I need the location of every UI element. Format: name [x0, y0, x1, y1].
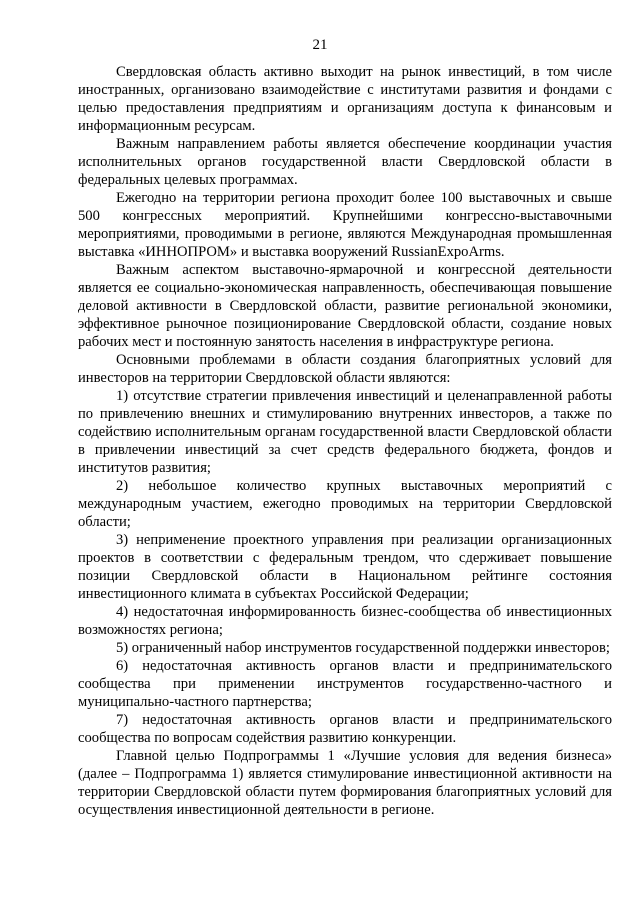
list-item-problem-4: 4) недостаточная информированность бизнес-сообщества об инвестиционных возможностях региона; [78, 604, 612, 638]
paragraph-coordination: Важным направлением работы является обеспечение координации участия исполнительных органов государственной власти Свердловской области в федеральных целевых программах. [78, 136, 612, 188]
list-item-problem-5: 5) ограниченный набор инструментов государственной поддержки инвесторов; [116, 640, 610, 656]
paragraph-exhibitions: Ежегодно на территории региона проходит более 100 выставочных и свыше 500 конгрессных мероприятий. Крупнейшими конгрессно-выставочными мероприятиями, проводимыми в регионе, являются Международная промышленная выставка «ИННОПРОМ» и выставка вооружений RussianExpoArms. [78, 190, 612, 260]
paragraph-subprogram-goal: Главной целью Подпрограммы 1 «Лучшие условия для ведения бизнеса» (далее – Подпрограмма 1) является стимулирование инвестиционной активности на территории Свердловской области путем формирования благоприятных условий для осуществления инвестиционной деятельности в регионе. [78, 748, 612, 818]
page-number: 21 [312, 37, 328, 53]
paragraph-investment-market: Свердловская область активно выходит на рынок инвестиций, в том числе иностранных, организовано взаимодействие с институтами развития и фондами с целью предоставления предприятиям и организациям доступа к финансовым и информационным ресурсам. [78, 64, 612, 134]
document-body [78, 63, 612, 819]
list-item-problem-2: 2) небольшое количество крупных выставочных мероприятий с международным участием, ежегодно проводимых на территории Свердловской области; [78, 478, 612, 530]
paragraph-congress-activity: Важным аспектом выставочно-ярмарочной и конгрессной деятельности является ее социально-экономическая направленность, обеспечивающая повышение деловой активности в Свердловской области, развитие региональной экономики, эффективное рыночное позиционирование Свердловской области, создание новых рабочих мест и постоянную занятость населения в инфраструктуре региона. [78, 262, 612, 350]
list-item-problem-6: 6) недостаточная активность органов власти и предпринимательского сообщества при применении инструментов государственно-частного и муниципально-частного партнерства; [78, 658, 612, 710]
list-item-problem-3: 3) неприменение проектного управления при реализации организационных проектов в соответствии с федеральным трендом, что сдерживает повышение позиции Свердловской области в Национальном рейтинге состояния инвестиционного климата в субъектах Российской Федерации; [78, 532, 612, 602]
list-item-problem-7: 7) недостаточная активность органов власти и предпринимательского сообщества по вопросам содействия развитию конкуренции. [78, 712, 612, 746]
list-item-problem-1: 1) отсутствие стратегии привлечения инвестиций и целенаправленной работы по привлечению внешних и стимулированию внутренних инвесторов, а также по содействию исполнительным органам государственной власти Свердловской области в привлечении инвестиций за счет средств федерального бюджета, фондов и институтов развития; [78, 388, 612, 476]
paragraph-problems-intro: Основными проблемами в области создания благоприятных условий для инвесторов на территории Свердловской области являются: [78, 352, 612, 386]
